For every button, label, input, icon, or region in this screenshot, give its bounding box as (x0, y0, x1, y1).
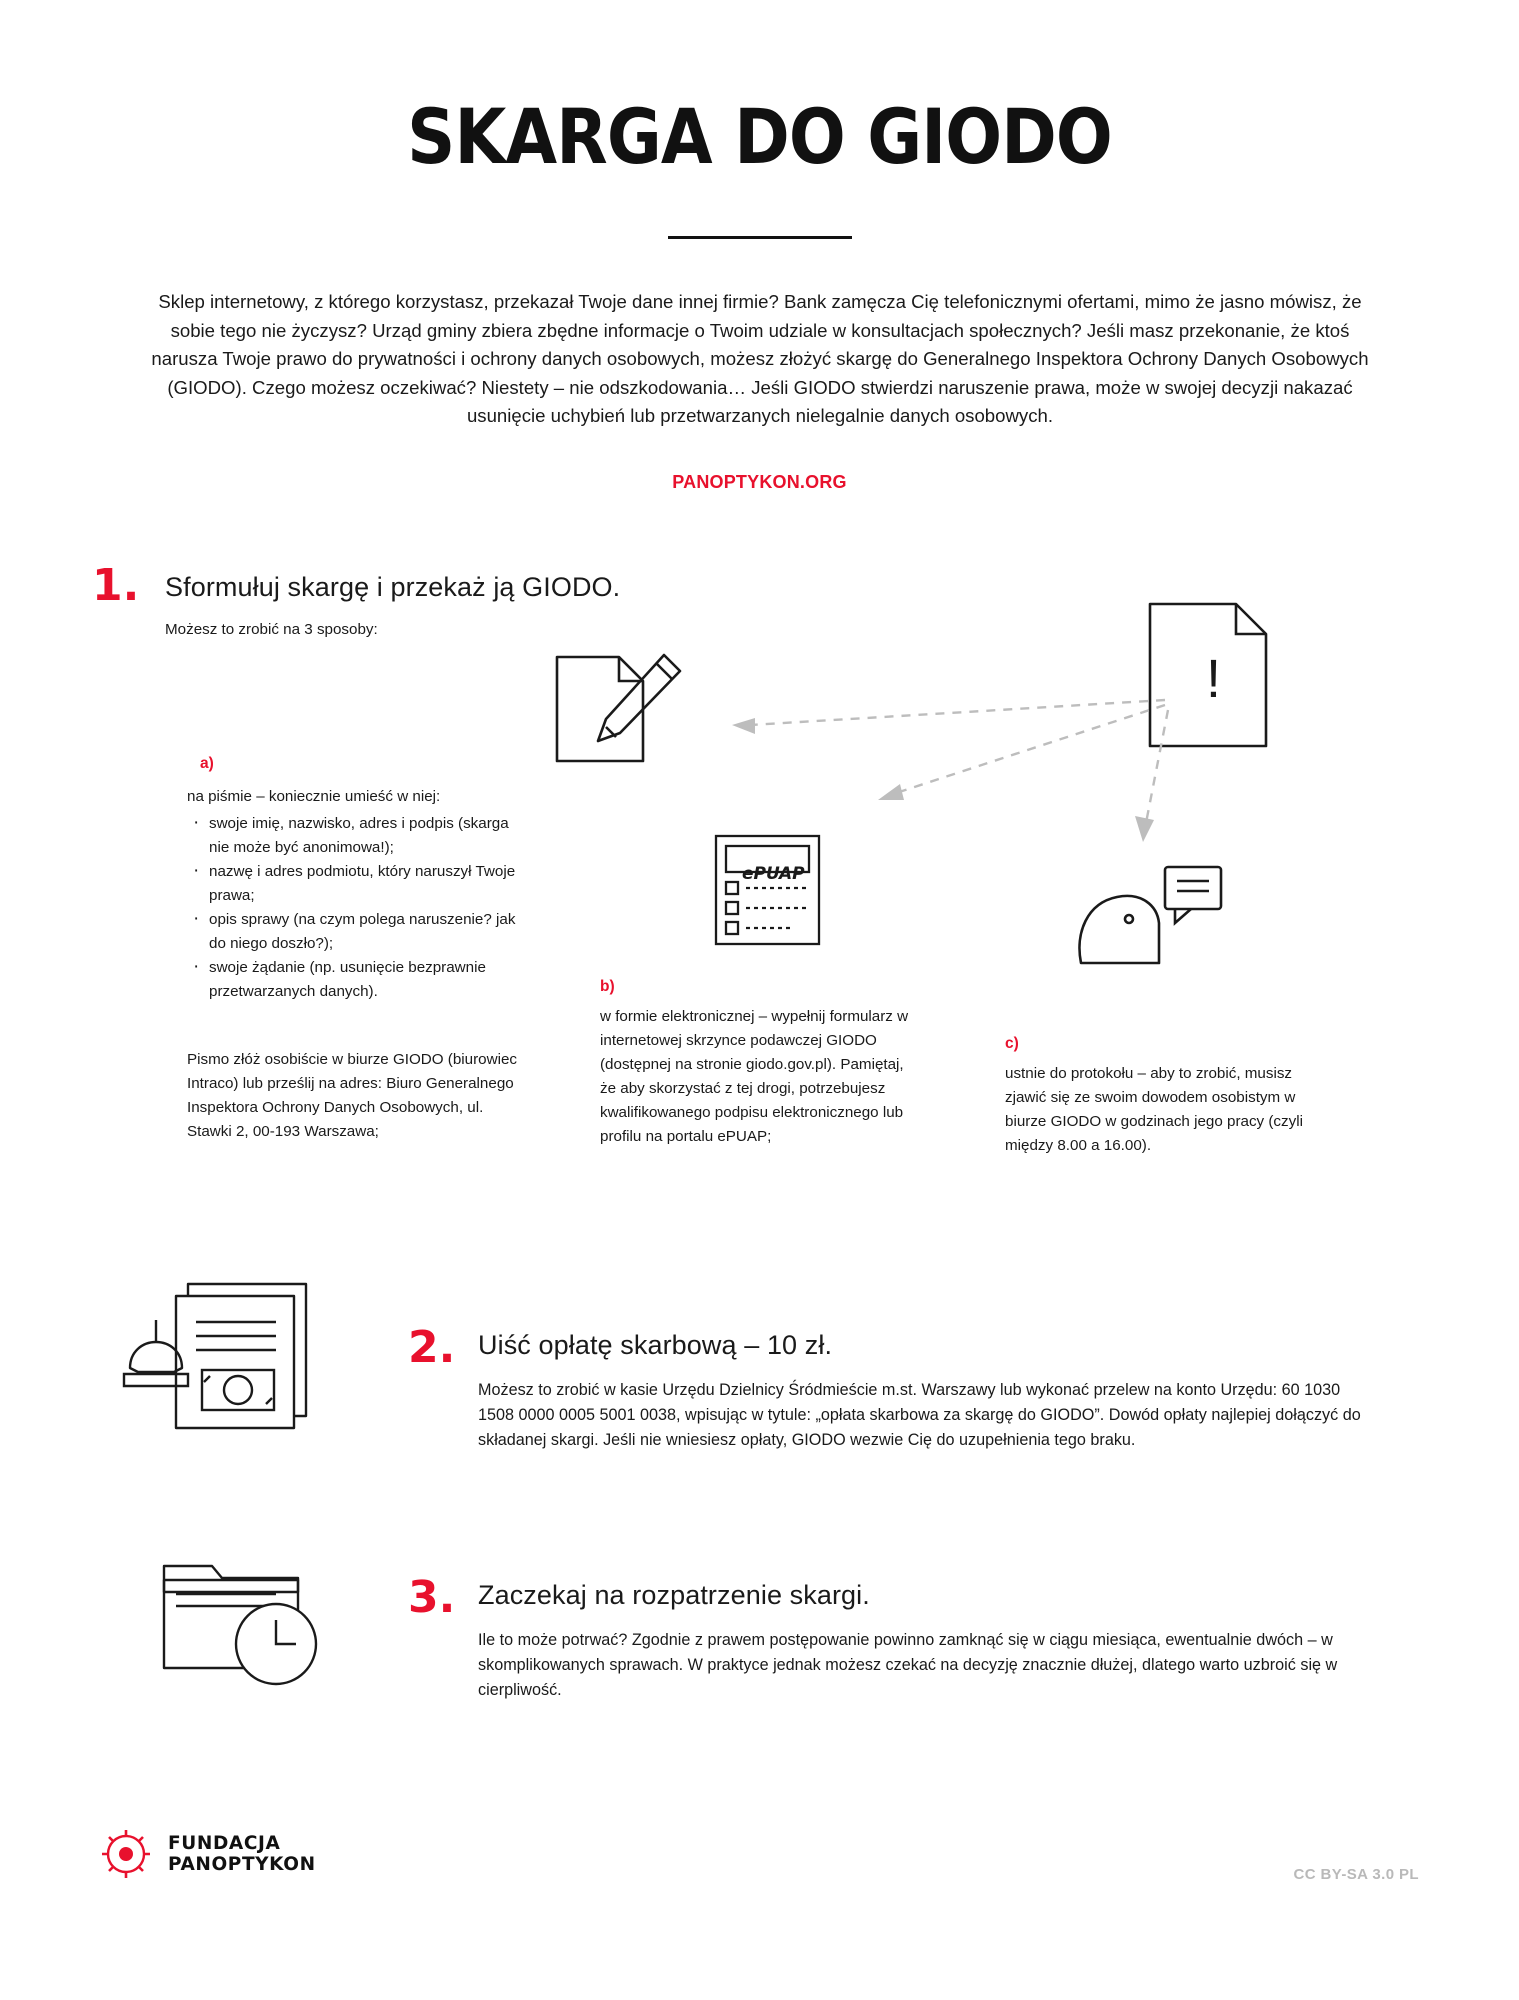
epuap-label: ePUAP (742, 864, 805, 884)
step-2-text: Możesz to zrobić w kasie Urzędu Dzielnicy Śródmieście m.st. Warszawy lub wykonać przelew na konto Urzędu: 60 1030 1508 0000 0005 5001 0038, wpisując w tytule: „opłata skarbowa za skargę do GIODO”. Dowód opłaty najlepiej dołączyć do składanej skargi. Jeśli nie wniesiesz opłaty, GIODO wezwie Cię do uzupełnienia tego braku. (478, 1381, 1361, 1449)
footer-logo-line2: PANOPTYKON (168, 1854, 316, 1875)
license-badge: CC BY-SA 3.0 PL (1293, 1866, 1419, 1883)
list-item: · opis sprawy (na czym polega naruszenie? jak do niego doszło?); (187, 908, 517, 956)
footer-logo-text (168, 1833, 316, 1875)
epuap-form-icon (710, 830, 825, 950)
exclamation-label: ! (1206, 649, 1222, 709)
option-a-outro: Pismo złóż osobiście w biurze GIODO (biurowiec Intraco) lub prześlij na adres: Biuro Generalnego Inspektora Ochrony Danych Osobowych, ul. Stawki 2, 00-193 Warszawa; (187, 1051, 518, 1140)
footer-logo-line1: FUNDACJA (168, 1833, 281, 1854)
footer-logo[interactable] (98, 1826, 316, 1882)
step-2-heading: Uiść opłatę skarbową – 10 zł. (478, 1330, 833, 1360)
step-3-heading: Zaczekaj na rozpatrzenie skargi. (478, 1580, 870, 1610)
step-3-text: Ile to może potrwać? Zgodnie z prawem postępowanie powinno zamknąć się w ciągu miesiąca, ewentualnie dwóch – w skomplikowanych sprawach. W praktyce jednak możesz czekać na decyzję znacznie dłużej, dlatego warto uzbroić się w cierpliwość. (478, 1631, 1338, 1699)
folder-clock-icon (150, 1540, 350, 1700)
option-a-bullets (187, 812, 517, 1004)
list-item: · swoje żądanie (np. usunięcie bezprawnie przetwarzanych danych). (187, 956, 517, 1004)
title-divider (668, 236, 852, 239)
option-c-text: ustnie do protokołu – aby to zrobić, musisz zjawić się ze swoim dowodem osobistym w biurze GIODO w godzinach jego pracy (czyli między 8.00 a 16.00). (1005, 1065, 1303, 1154)
step-1-number: 1. (92, 560, 140, 611)
list-item: · swoje imię, nazwisko, adres i podpis (skarga nie może być anonimowa!); (187, 812, 517, 860)
stamped-document-icon (110, 1270, 370, 1450)
list-item: · nazwę i adres podmiotu, który naruszył Twoje prawa; (187, 860, 517, 908)
step-3-number: 3. (408, 1572, 456, 1623)
option-b-letter: b) (600, 978, 615, 995)
option-c-letter: c) (1005, 1035, 1019, 1052)
option-b-text: w formie elektronicznej – wypełnij formularz w internetowej skrzynce podawczej GIODO (dostępnej na stronie giodo.gov.pl). Pamiętaj, że aby skorzystać z tej drogi, potrzebujesz kwalifikowanego podpisu elektronicznego lub profilu na portalu ePUAP; (600, 1008, 909, 1145)
step-1-subheading: Możesz to zrobić na 3 sposoby: (165, 621, 378, 638)
step-1-heading: Sformułuj skargę i przekaż ją GIODO. (165, 572, 621, 602)
brand-url[interactable]: PANOPTYKON.ORG (672, 472, 847, 492)
option-a-letter: a) (200, 755, 214, 772)
speaking-head-icon (1065, 855, 1225, 980)
page-title: SKARGA DO GIODO (407, 92, 1112, 181)
panoptykon-eye-icon (98, 1826, 154, 1882)
option-a-intro: na piśmie – koniecznie umieść w niej: (187, 788, 441, 805)
step-2-number: 2. (408, 1322, 456, 1373)
intro-paragraph: Sklep internetowy, z którego korzystasz, przekazał Twoje dane innej firmie? Bank zamęcza Cię telefonicznymi ofertami, mimo że jasno mówisz, że sobie tego nie życzysz? Urząd gminy zbiera zbędne informacje o Twoim udziale w konsultacjach społecznych? Jeśli masz przekonanie, że ktoś narusza Twoje prawo do prywatności i ochrony danych osobowych, możesz złożyć skargę do Generalnego Inspektora Ochrony Danych Osobowych (GIODO). Czego możesz oczekiwać? Niestety – nie odszkodowania… Jeśli GIODO stwierdzi naruszenie prawa, może w swojej decyzji nakazać usunięcie uchybień lub przetwarzanych nielegalnie danych osobowych. (151, 291, 1369, 426)
